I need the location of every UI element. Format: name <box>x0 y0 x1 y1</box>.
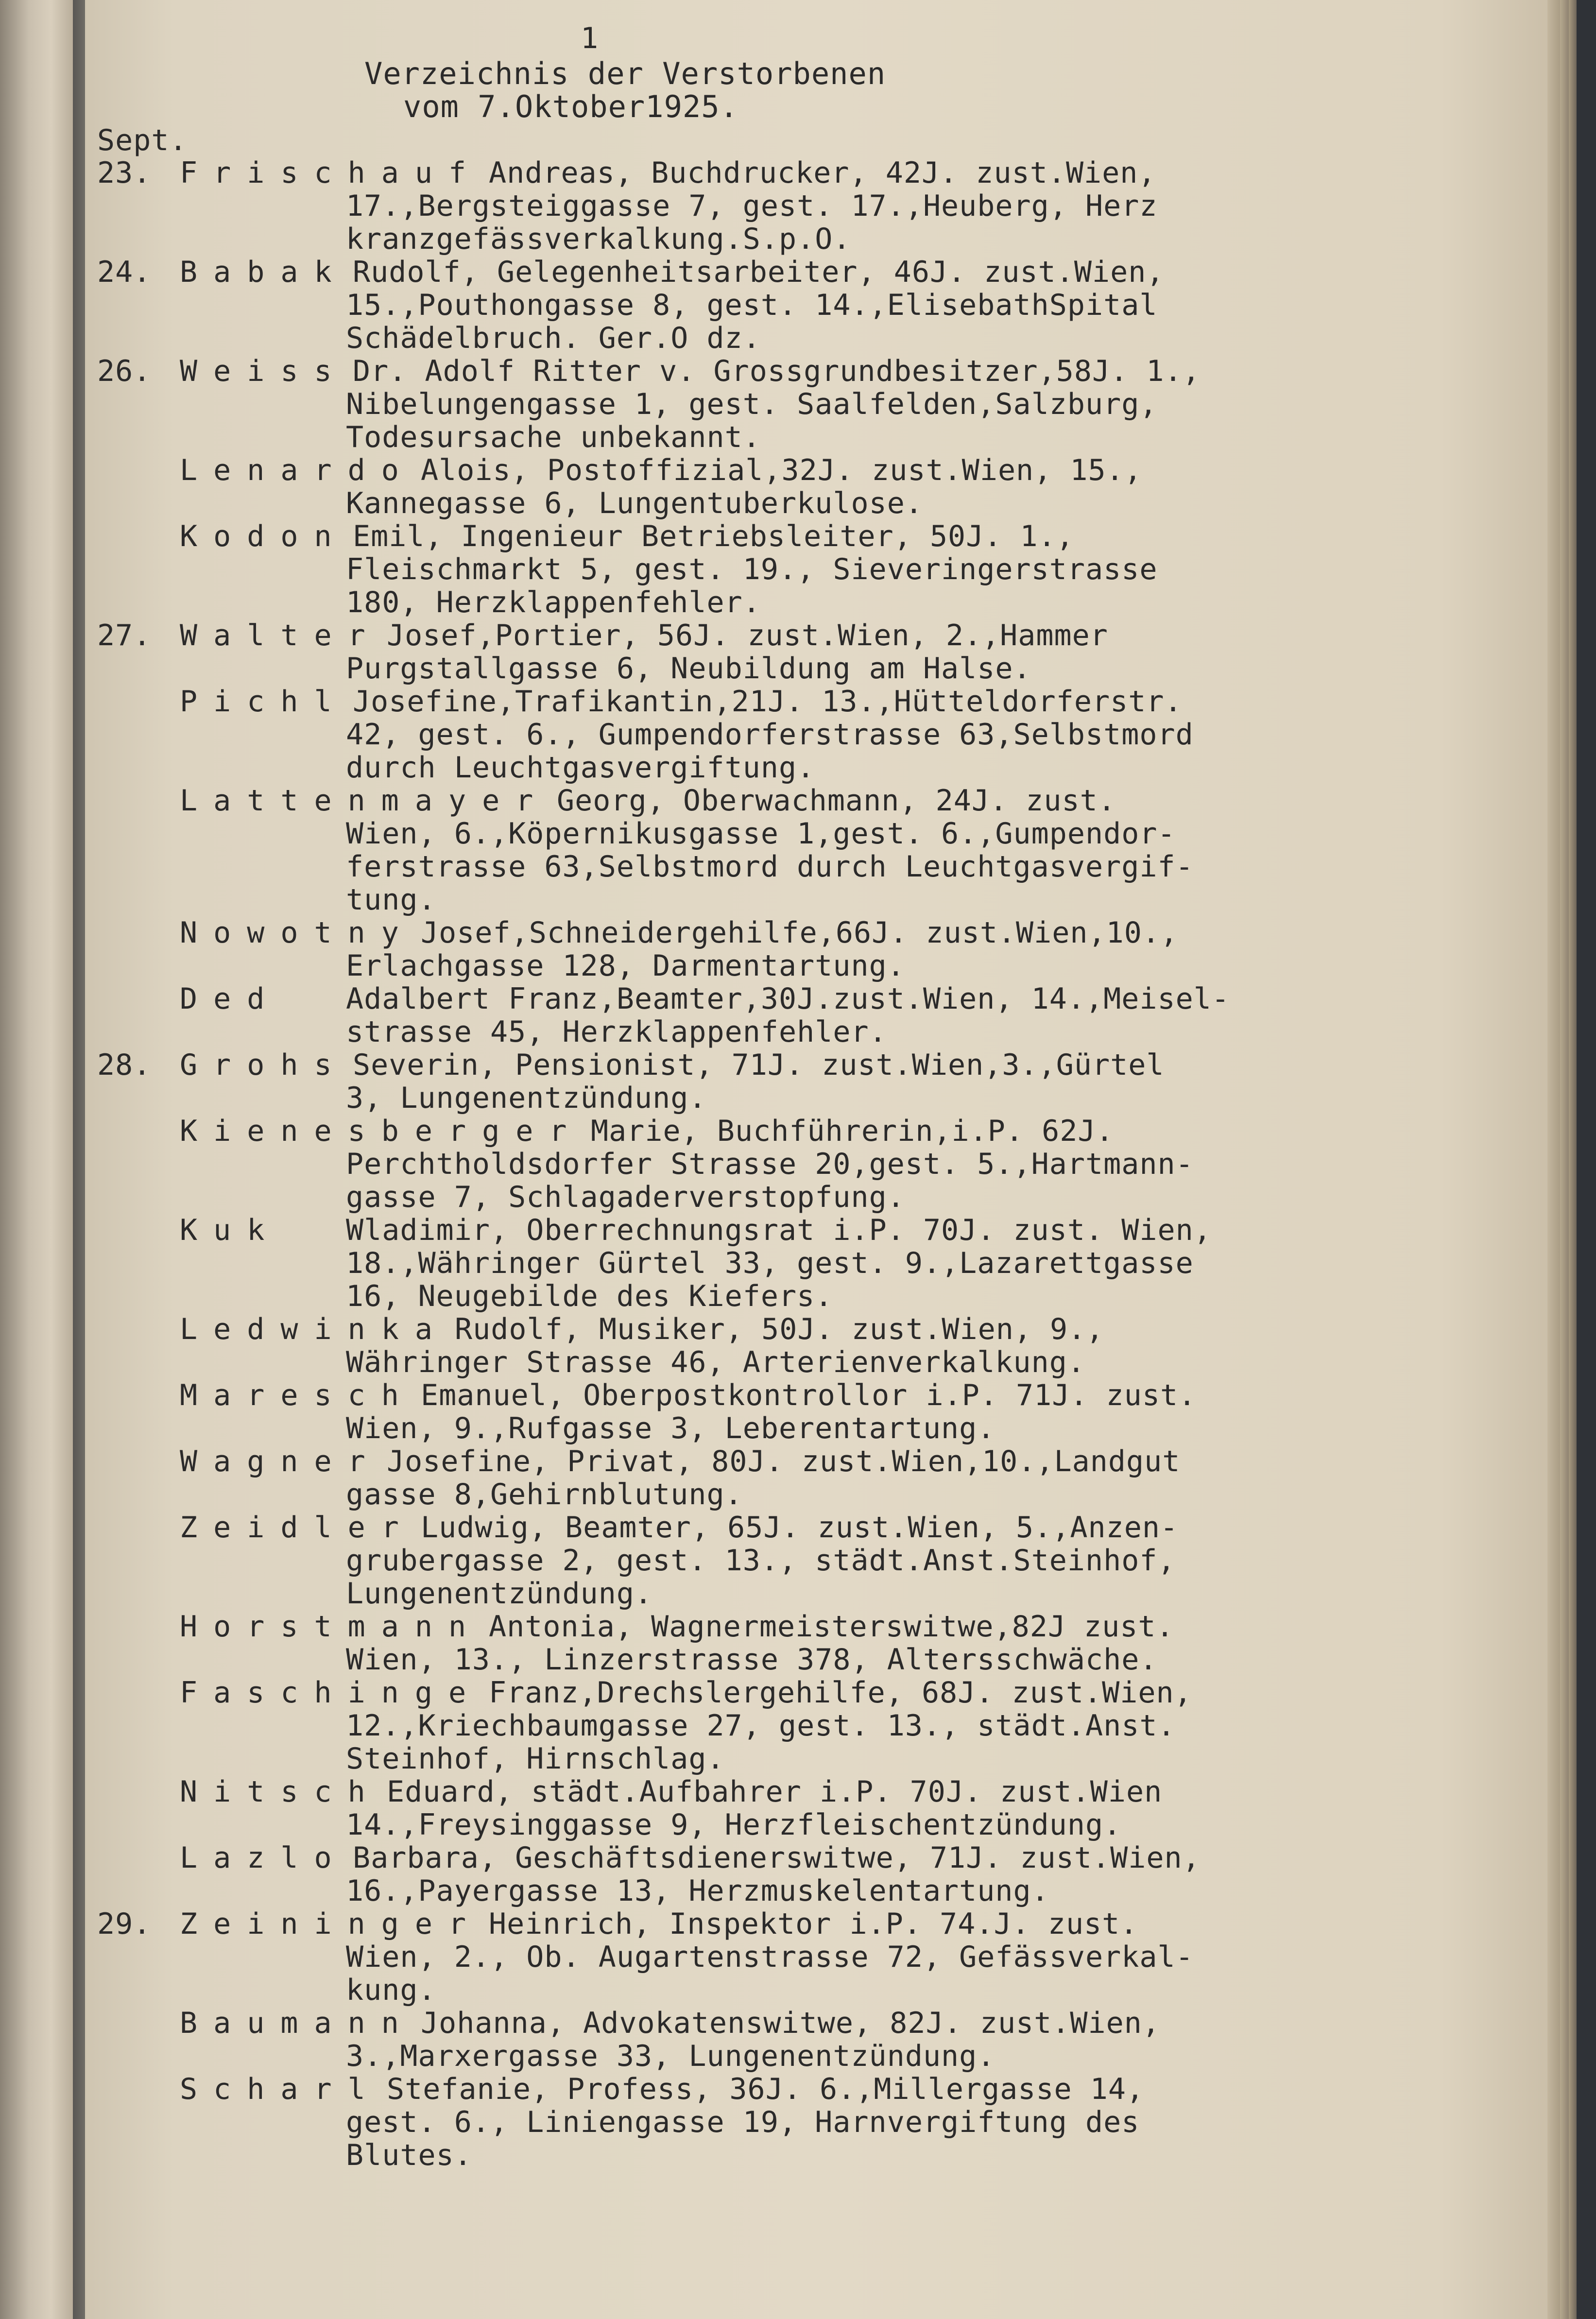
entry-surname: Faschinge <box>180 1676 482 1710</box>
entry-details-line: Perchtholdsdorfer Strasse 20,gest. 5.,Hartmann- <box>346 1147 1194 1181</box>
entry-details-first-line: Dr. Adolf Ritter v. Grossgrundbesitzer,58J. 1., <box>353 354 1201 388</box>
entry-surname: Baumann <box>180 2006 415 2040</box>
document-subtitle: vom 7.Oktober1925. <box>403 89 738 124</box>
entry-details-first-line: Stefanie, Profess, 36J. 6.,Millergasse 14, <box>387 2072 1145 2106</box>
entry-details-first-line: Rudolf, Gelegenheitsarbeiter, 46J. zust.Wien, <box>353 255 1165 289</box>
page-edge <box>1569 0 1577 2319</box>
entry-surname: Zeidler <box>180 1511 415 1545</box>
entry-surname: Wagner <box>180 1444 381 1478</box>
entry-details-line: gasse 8,Gehirnblutung. <box>346 1477 743 1512</box>
page-edge <box>1547 0 1560 2319</box>
background <box>1577 0 1596 2319</box>
entry-details-line: 17.,Bergsteiggasse 7, gest. 17.,Heuberg, Herz <box>346 189 1158 223</box>
entry-details-line: 15.,Pouthongasse 8, gest. 14.,ElisebathSpital <box>346 288 1158 322</box>
entry-details-line: 16.,Payergasse 13, Herzmuskelentartung. <box>346 1874 1049 1908</box>
entry-details-first-line: Adalbert Franz,Beamter,30J.zust.Wien, 14.,Meisel- <box>346 982 1230 1016</box>
entry-details-line: kung. <box>346 1973 436 2007</box>
entry-surname: Lazlo <box>180 1841 348 1875</box>
entry-details-first-line: Emil, Ingenieur Betriebsleiter, 50J. 1., <box>353 519 1074 553</box>
entry-surname: Ledwinka <box>180 1312 448 1346</box>
entry-surname: Kuk <box>180 1213 281 1247</box>
entry-details-line: 18.,Währinger Gürtel 33, gest. 9.,Lazarettgasse <box>346 1246 1194 1280</box>
entry-details-line: Fleischmarkt 5, gest. 19., Sieveringerstrasse <box>346 552 1158 586</box>
entry-date: 29. <box>97 1907 152 1941</box>
entry-details-line: 12.,Kriechbaumgasse 27, gest. 13., städt.Anst. <box>346 1709 1176 1743</box>
entry-surname: Babak <box>180 255 348 289</box>
month-label: Sept. <box>97 123 188 157</box>
entry-details-line: Erlachgasse 128, Darmentartung. <box>346 949 905 983</box>
entry-surname: Nitsch <box>180 1775 381 1809</box>
entry-details-first-line: Wladimir, Oberrechnungsrat i.P. 70J. zust. Wien, <box>346 1213 1212 1247</box>
entry-details-line: 16, Neugebilde des Kiefers. <box>346 1279 833 1313</box>
entry-details-line: Wien, 2., Ob. Augartenstrasse 72, Gefässverkal- <box>346 1940 1194 1974</box>
entry-surname: Weiss <box>180 354 348 388</box>
entry-date: 26. <box>97 354 152 388</box>
entry-details-line: Todesursache unbekannt. <box>346 420 761 454</box>
entry-details-line: ferstrasse 63,Selbstmord durch Leuchtgasvergif- <box>346 850 1194 884</box>
entry-surname: Horstmann <box>180 1610 482 1644</box>
entry-details-line: Währinger Strasse 46, Arterienverkalkung. <box>346 1345 1086 1379</box>
entry-surname: Kodon <box>180 519 348 553</box>
entry-details-line: 3, Lungenentzündung. <box>346 1081 707 1115</box>
entry-details-line: 3.,Marxergasse 33, Lungenentzündung. <box>346 2039 995 2073</box>
entry-details-line: Schädelbruch. Ger.O dz. <box>346 321 761 355</box>
page-edge <box>1560 0 1569 2319</box>
entry-details-line: Blutes. <box>346 2138 472 2172</box>
entry-details-line: Wien, 13., Linzerstrasse 378, Altersschwäche. <box>346 1643 1158 1677</box>
entry-surname: Nowotny <box>180 916 415 950</box>
entry-surname: Frischauf <box>180 156 482 190</box>
entry-surname: Lattenmayer <box>180 784 549 818</box>
entry-details-first-line: Ludwig, Beamter, 65J. zust.Wien, 5.,Anzen- <box>421 1511 1179 1545</box>
previous-page-edge <box>0 0 73 2319</box>
entry-details-first-line: Josefine,Trafikantin,21J. 13.,Hütteldorferstr. <box>353 685 1183 719</box>
entry-details-line: Purgstallgasse 6, Neubildung am Halse. <box>346 652 1031 686</box>
entry-details-line: tung. <box>346 883 436 917</box>
entry-details-first-line: Antonia, Wagnermeisterswitwe,82J zust. <box>489 1610 1174 1644</box>
entry-surname: Pichl <box>180 685 348 719</box>
entry-details-line: gest. 6., Liniengasse 19, Harnvergiftung des <box>346 2105 1140 2139</box>
entry-details-line: Steinhof, Hirnschlag. <box>346 1742 725 1776</box>
entry-date: 28. <box>97 1048 152 1082</box>
entry-details-first-line: Josef,Portier, 56J. zust.Wien, 2.,Hammer <box>387 618 1108 653</box>
entry-date: 27. <box>97 618 152 653</box>
entry-surname: Grohs <box>180 1048 348 1082</box>
entry-details-line: grubergasse 2, gest. 13., städt.Anst.Steinhof, <box>346 1544 1176 1578</box>
entry-date: 23. <box>97 156 152 190</box>
entry-details-line: durch Leuchtgasvergiftung. <box>346 751 815 785</box>
entry-details-first-line: Josefine, Privat, 80J. zust.Wien,10.,Landgut <box>387 1444 1181 1478</box>
entry-details-line: 42, gest. 6., Gumpendorferstrasse 63,Selbstmord <box>346 718 1194 752</box>
entry-details-line: 180, Herzklappenfehler. <box>346 585 761 619</box>
entry-details-first-line: Rudolf, Musiker, 50J. zust.Wien, 9., <box>455 1312 1104 1346</box>
entry-surname: Scharl <box>180 2072 381 2106</box>
entry-details-first-line: Andreas, Buchdrucker, 42J. zust.Wien, <box>489 156 1156 190</box>
entry-surname: Ded <box>180 982 281 1016</box>
entry-details-first-line: Heinrich, Inspektor i.P. 74.J. zust. <box>489 1907 1138 1941</box>
entry-details-line: strasse 45, Herzklappenfehler. <box>346 1015 887 1049</box>
entry-details-line: Wien, 9.,Rufgasse 3, Leberentartung. <box>346 1411 995 1445</box>
entry-details-line: gasse 7, Schlagaderverstopfung. <box>346 1180 905 1214</box>
entry-surname: Kienesberger <box>180 1114 583 1148</box>
entry-details-first-line: Marie, Buchführerin,i.P. 62J. <box>591 1114 1114 1148</box>
entry-details-line: kranzgefässverkalkung.S.p.O. <box>346 222 851 256</box>
entry-details-first-line: Franz,Drechslergehilfe, 68J. zust.Wien, <box>489 1676 1192 1710</box>
entry-details-line: Lungenentzündung. <box>346 1577 653 1611</box>
entry-surname: Walter <box>180 618 381 653</box>
page-number: 1 <box>581 21 599 55</box>
entry-details-first-line: Alois, Postoffizial,32J. zust.Wien, 15., <box>421 453 1142 487</box>
entry-details-first-line: Eduard, städt.Aufbahrer i.P. 70J. zust.Wien <box>387 1775 1163 1809</box>
entry-details-line: 14.,Freysinggasse 9, Herzfleischentzündung. <box>346 1808 1122 1842</box>
entry-details-line: Nibelungengasse 1, gest. Saalfelden,Salzburg, <box>346 387 1158 421</box>
entry-details-first-line: Emanuel, Oberpostkontrollor i.P. 71J. zust. <box>421 1378 1197 1412</box>
entry-details-first-line: Barbara, Geschäftsdienerswitwe, 71J. zust.Wien, <box>353 1841 1201 1875</box>
document-title: Verzeichnis der Verstorbenen <box>364 56 886 91</box>
entry-details-first-line: Johanna, Advokatenswitwe, 82J. zust.Wien, <box>421 2006 1161 2040</box>
entry-details-line: Kannegasse 6, Lungentuberkulose. <box>346 486 923 520</box>
entry-date: 24. <box>97 255 152 289</box>
entry-details-first-line: Severin, Pensionist, 71J. zust.Wien,3.,Gürtel <box>353 1048 1165 1082</box>
entry-details-first-line: Georg, Oberwachmann, 24J. zust. <box>557 784 1116 818</box>
entry-surname: Maresch <box>180 1378 415 1412</box>
entry-details-first-line: Josef,Schneidergehilfe,66J. zust.Wien,10., <box>421 916 1179 950</box>
entry-details-line: Wien, 6.,Köpernikusgasse 1,gest. 6.,Gumpendor- <box>346 817 1176 851</box>
entry-surname: Zeininger <box>180 1907 482 1941</box>
entry-surname: Lenardo <box>180 453 415 487</box>
